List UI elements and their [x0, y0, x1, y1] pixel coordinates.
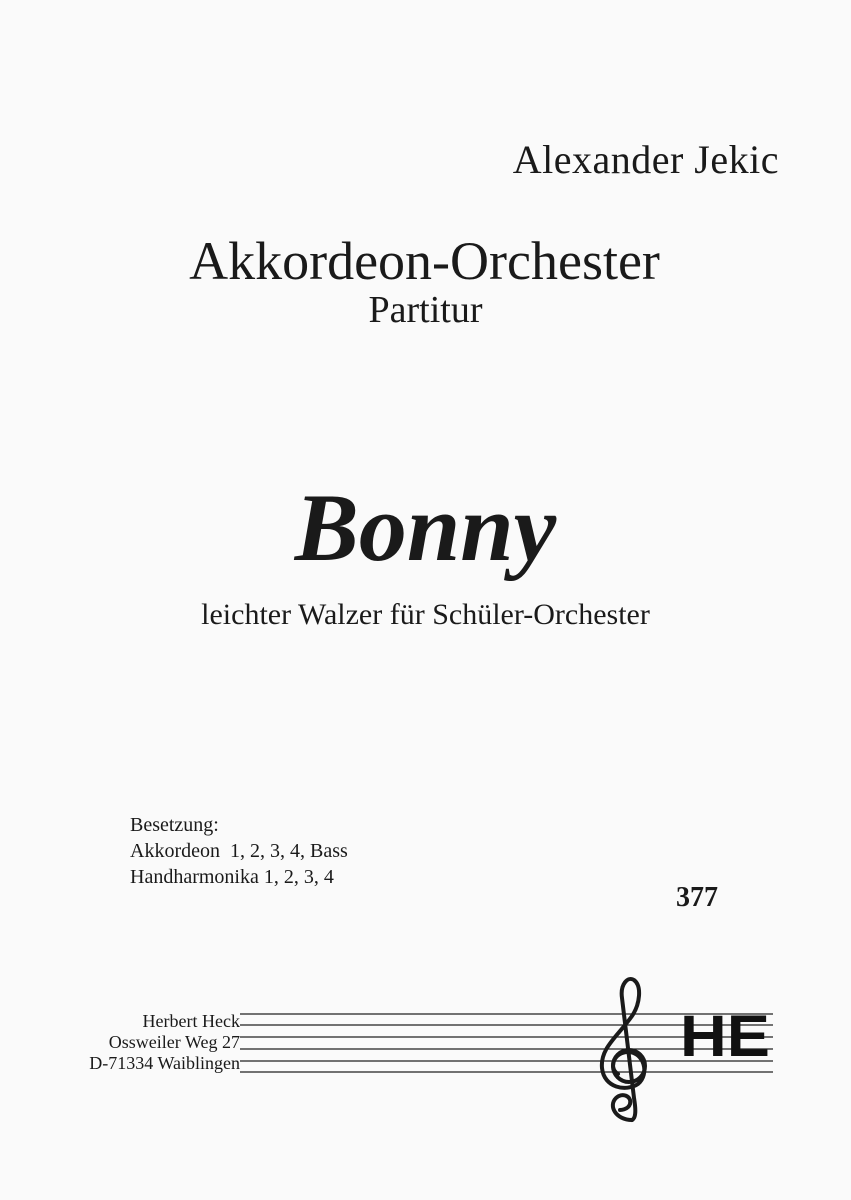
instrumentation-line: Akkordeon 1, 2, 3, 4, Bass [130, 840, 348, 862]
ensemble-heading [0, 230, 851, 332]
composer-name: Alexander Jekic [512, 137, 779, 182]
ensemble-name: Akkordeon-Orchester [189, 231, 660, 291]
logo-letters: HE [680, 1004, 770, 1069]
publisher-name: Herbert Heck [142, 1011, 240, 1031]
instrumentation-heading: Besetzung: [130, 814, 219, 836]
publisher-street: Ossweiler Weg 27 [108, 1032, 240, 1052]
publisher-logo [240, 970, 780, 1140]
publisher-city: D-71334 Waiblingen [89, 1053, 240, 1073]
publisher-address [40, 1011, 240, 1074]
edition-number: 377 [676, 882, 718, 913]
score-type: Partitur [368, 289, 483, 331]
instrumentation-line: Handharmonika 1, 2, 3, 4 [130, 866, 334, 888]
instrumentation-block [130, 812, 348, 890]
piece-title: Bonny [294, 474, 557, 581]
piece-subtitle: leichter Walzer für Schüler-Orchester [201, 598, 650, 631]
